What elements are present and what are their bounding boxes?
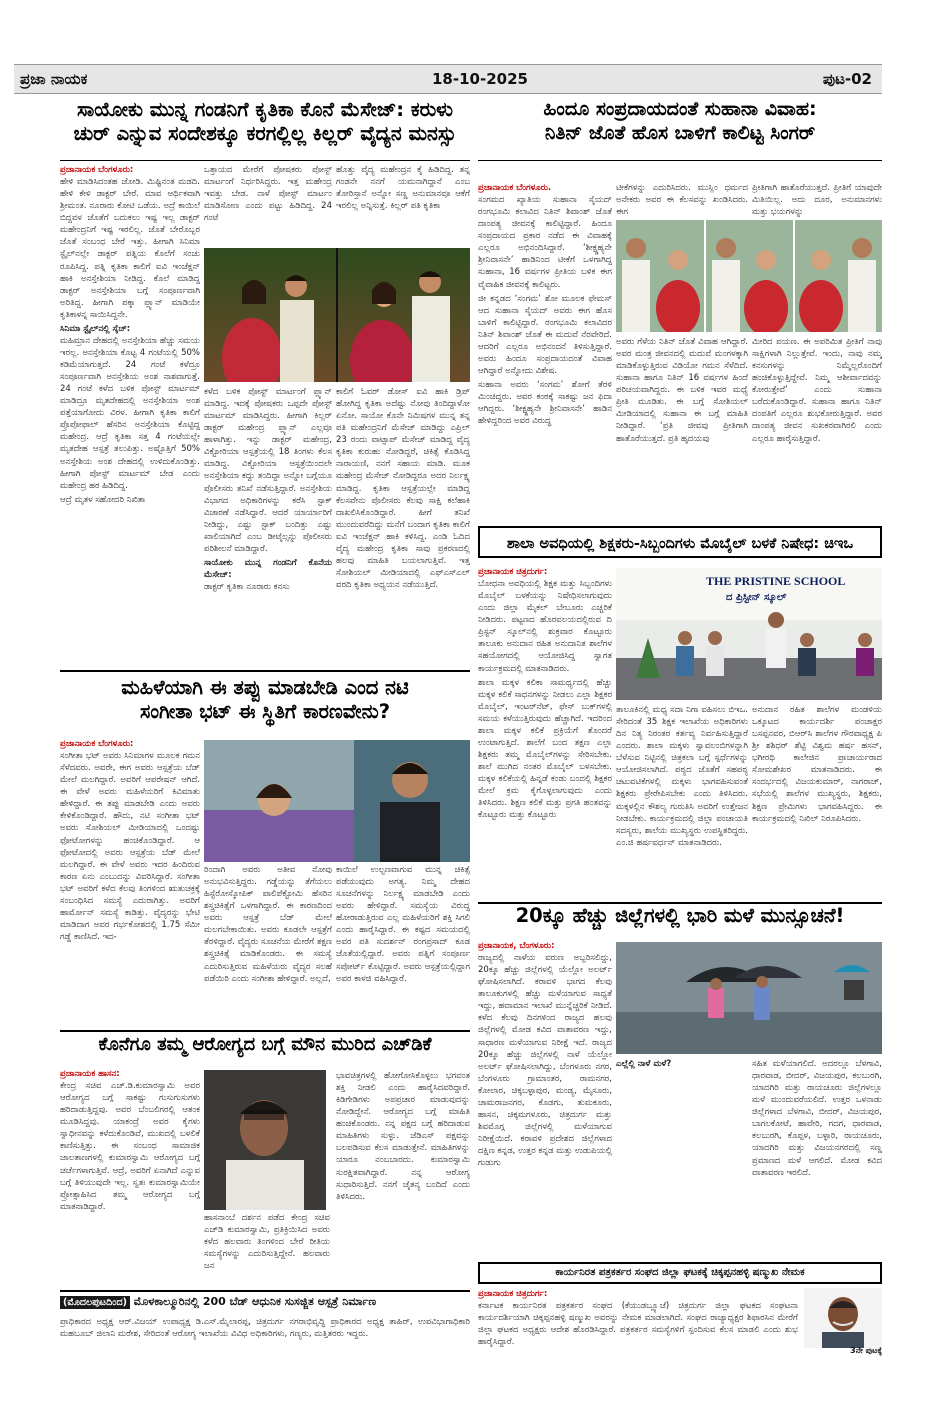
school-sign-english: THE PRISTINE SCHOOL [706,574,846,588]
divider [60,160,470,161]
story8-body [60,1316,470,1358]
story4-headline-line1: ಮಹಿಳೆಯಾಗಿ ಈ ತಪ್ಪು ಮಾಡಬೇಡಿ ಎಂದ ನಟಿ [121,676,409,699]
divider [60,1030,470,1032]
story8-headline: ಮೊಳಕಾಲ್ಮೂರಿನಲ್ಲಿ 200 ಬೆಡ್ ಆಧುನಿಕ ಸುಸಜ್ಜಿತ ಆಸ್ಪತ್ರೆ ನಿರ್ಮಾಣ [133,1295,377,1308]
story1-body-1: ಹೇಳಿ ಮಾಡಿಸಿದಂತಹ ಜೋಡಿ. ಮಿಷ್ಟಿನಂತ ಮಡದಿ. ಹೇಳಿ ಕೇಳಿ ಡಾಕ್ಟರ್ ಬೇರೆ. ಮಾವ ಆರ್ಥಿಕವಾಗಿ ಶ್ರೀಮಂತ. ನೂರಾರು ಕೋಟಿ ಒಡೆಯ. ಅದ್ರೆ ಕಾಯಿಲೆ ಬಿದ್ದವಳ ಜೊತೆಗೆ ಬದುಕಲು ಇಷ್ಟ ಇಲ್ಲ ಡಾಕ್ಟರ್ ಮಹೇಂದ್ರನಿಗೆ ಇಷ್ಟ ಇರಲಿಲ್ಲ. ಜೊತೆ ಬೇರೊಬ್ಬರ ಜೊತೆ ಸಂಬಂಧ ಬೇರೆ ಇತ್ತು. ಹೀಗಾಗಿ ಸಿನಿಮಾ ಸ್ಟೈಲ್‌ನಲ್ಲೇ ಡಾಕ್ಟರ್ ಪತ್ನಿಯ ಕೊಲೆಗೆ ಸಂಚು ರೂಪಿಸಿದ್ದ. ಪತ್ನಿ ಕೃತಿಕಾ ಕಾಲಿಗೆ ಐವಿ ಇಂಜೆಕ್ಷನ್ ಹಾಕಿ ಅನಸ್ತೇಶಿಯಾ ನೀಡಿದ್ದ. ಕೊಲೆ ಮಾಡಿದ್ದ ಡಾಕ್ಟರ್ ಅನಸ್ತೇಶಿಯಾ ಬಗ್ಗೆ ಸಂಪೂರ್ಣವಾಗಿ ಅರಿತಿದ್ದ. ಹೀಗಾಗಿ ಪಕ್ಕಾ ಪ್ಲ್ಯಾನ್ ಮಾಡಿಯೇ ಕೃತಿಕಾಳನ್ನ ಸಾಯಿಸಿದ್ದನೇ. [60,177,200,320]
story6-dateline: ಪ್ರಜಾನಾಯಕ ಹಾಸನ: [60,1069,120,1079]
story2-headline [478,98,882,146]
hdk-portrait-image [204,1070,326,1210]
story7-body [478,1288,798,1348]
story6-body-3: ಭಾವಚಿತ್ರಗಳಲ್ಲಿ ಹೋಗೋಸಿಕೊಳ್ಳಲು ಭಗವಂತ ಶಕ್ತಿ ನೀಡಲಿ ಎಂದು ಹಾರೈಸಿದವರಿದ್ದಾರೆ. ಕಿಡಿಗೇಡಿಗಳು ಅಪಪ್ರಚಾರ ಮಾಡುವುದನ್ನು ನೋಡಿದ್ದೇನೆ. ಆರೋಗ್ಯದ ಬಗ್ಗೆ ಮಾಹಿತಿ ಹಂಚಿಕೊಂಡರು. ನನ್ನ ಪಕ್ಷದ ಬಗ್ಗೆ ಹರಿದಾಡುವ ಮಾಹಿತಿಗಳು ಸುಳ್ಳು. ಜೆಡಿಎಸ್ ಪಕ್ಷವನ್ನು ಬಲಪಡಿಸುವ ಕೆಲಸ ಮಾಡುತ್ತೇನೆ. ಮಾಹಿತಿಗಳನ್ನು ಯಾರೂ ನಂಬಬಾರದು. ಕುಮಾರಸ್ವಾಮಿ ಸುರಕ್ಷಿತವಾಗಿದ್ದಾರೆ. ನನ್ನ ಆರೋಗ್ಯ ಸುಧಾರಿಸುತ್ತಿದೆ. ನನಗೆ ಚೈತನ್ಯ ಬಂದಿದೆ ಎಂದು ತಿಳಿಸಿದರು. [336,1071,470,1202]
divider [60,1290,470,1292]
issue-date: 18-10-2025 [432,70,528,88]
story2-body-1b: ಜೀ ಕನ್ನಡದ ‘ಸಂಗಮ’ ಶೋ ಮೂಲಕ ಫೇಮಸ್ ಆದ ಸುಹಾನಾ ಸೈಯದ್ ಅವರು ಈಗ ಹೊಸ ಬಾಳಿಗೆ ಕಾಲಿಟ್ಟಿದ್ದಾರೆ. ರಂಗಭೂಮಿ ಕಲಾವಿದರ ನಿತಿನ್ ಶಿವಾಂಶ್ ಜೊತೆ ಈ ಮದುವೆ ನೆರವೇರಿದೆ. ಆದರಿಗೆ ಎಲ್ಲರೂ ಅಭಿನಂದನೆ ತಿಳಿಸುತ್ತಿದ್ದಾರೆ. ಅವರು ಹಿಂದೂ ಸಂಪ್ರದಾಯದಂತೆ ವಿವಾಹ ಆಗಿದ್ದಾರೆ ಅನ್ನೋದು ವಿಶೇಷ. [478,293,612,376]
story8-body-text: ಪ್ರಾಧಿಕಾರದ ಅಧ್ಯಕ್ಷ ಆರ್.ವಿಜಯ್ ಉಪಾಧ್ಯಕ್ಷ ಡಿ.ಎಸ್.ಮೈಲಾರಪ್ಪ, ಚಿತ್ರದುರ್ಗ ನಗರಾಭಿವೃದ್ಧಿ ಪ್ರಾಧಿಕಾರದ ಅಧ್ಯಕ್ಷ ತಾಹಿರ್, ಉಪವಿಭಾಗಾಧಿಕಾರಿ ಮಹಬೂಬ್ ಜಿಲಾನಿ ಮರೇಶ, ಸೇರಿದಂತೆ ಆರೋಗ್ಯ ಇಲಾಖೆಯ ವಿವಿಧ ಅಧಿಕಾರಿಗಳು, ಗಣ್ಯರು, ಮತ್ತಿತರರು ಇದ್ದರು. [60,1317,470,1340]
school-sign-kannada: ದ ಪ್ರಿಸ್ಟೀನ್ ಸ್ಕೂಲ್ [726,592,787,603]
story1-body-3: ಹೊತ್ತು ವೈದ್ಯ ಮಹೇಂದ್ರನ ಕೈ ಹಿಡಿದಿದ್ದ. ತನ್ನ ಗಂಡನೇ ನನಗೆ ಯಮನಾಗಿದ್ದಾನೆ ಎಂಬ ತೋರಿಸ್ತಾನೆ ಅನ್ನೋ ಸಣ್ಣ ಅನುಮಾನವೂ ಆಕೆಗೆ ಇರಲಿಲ್ಲ ಅನ್ನಿಸುತ್ತೆ. ಕಿಲ್ಲರ್ ಪತಿ ಕೃತಿಕಾ [336,165,470,212]
story3-photo [616,568,882,700]
wedding-ceremony-image [616,220,882,332]
page-header [14,64,882,94]
story5-photo [616,942,882,1054]
story1-body-3b: ಕಾಲಿಗೆ ಓವರ್ ಡೋಸ್ ಐವಿ ಹಾಕಿ ಡ್ರಿಪ್ ಹೋಗಿದ್ದ ಕೃತಿಕಾ ಅದೆಷ್ಟು ನೋವು ತಿಂದಿದ್ದಾಳೋ ಏನೋ. ಸಾಯೋ ಕೊನೇ ನಿಮಿಷಗಳ ಮುನ್ನ ತನ್ನ ಪತಿ ಮಹೇಂದ್ರನಿಗೆ ಮೆಸೇಜ್ ಮಾಡಿದ್ದು ಎಪ್ರಿಲ್ 23 ರಂದು ವಾಟ್ಸಾಪ್ ಮೆಸೇಜ್ ಮಾಡಿದ್ದ ವೈದ್ಯ ಕೃತಿಕಾ ಕುರುಹು ನೋಡಿದ್ದರೆ, ಚಿಕಿತ್ಸೆ ಕೊಡಿಸಿದ್ದ ನಾರಾಯಣಿ, ನನಗೆ ಸಹಾಯ ಮಾಡಿ. ಮೂಕ ಮಹೇಂದ್ರ ಮೆಸೇಜ್ ನೋಡಿದ್ದರೂ ಅದರ ನಿರ್ಲಕ್ಷ್ಯ ಮಾಡಿದ್ದ. ಕೃತಿಕಾ ಆಸ್ಪತ್ರೆಯಲ್ಲೇ ಮಾಡಿದ್ದ ಕೆಲಸವೇನು ಪೊಲೀಸರು ಕೆಲವು ಸಾಕ್ಷಿ ಕಲೆಹಾಕಿ ದಾಖಲಿಸಿಕೊಂಡಿದ್ದಾರೆ. ಹೀಗೆ ತನಿಖೆ ಮುಂದುವರೆದಿದ್ದು ಮನೆಗೆ ಬಂದಾಗ ಕೃತಿಕಾ ಕಾಲಿಗೆ ಐವಿ ಇಂಜೆಕ್ಷನ್ ಹಾಕಿ ಕಳಿಸಿದ್ದ. ಎಂಡಿ ಓದಿದ ವೈದ್ಯ ಮಹೇಂದ್ರ ಕೃತಿಕಾ ಸಾವು ಪ್ರಕರಣದಲ್ಲಿ ಹಲವು ಮಾಹಿತಿ ಬಯಲಾಗುತ್ತಿವೆ. ಇತ್ತ ಸೋಶಿಯಲ್ ಮೀಡಿಯಾದಲ್ಲಿ ಎಫ್ಎಸ್ಎಲ್ ವರದಿ ಕೃತಿಕಾ ಅಧ್ಯಯನ ನಡೆಯುತ್ತಿದೆ. [336,387,470,590]
story5-subhead: ಎಲ್ಲೆಲ್ಲಿ ನಾಳೆ ಮಳೆ? [616,1059,672,1069]
story4-headline [60,676,470,725]
story1-subhead-1: ಸಿನಿಮಾ ಸ್ಟೈಲ್‌ನಲ್ಲಿ ಸ್ಕೆಚ್: [60,323,131,334]
story6-headline: ಕೊನೆಗೂ ತಮ್ಮ ಆರೋಗ್ಯದ ಬಗ್ಗೆ ಮೌನ ಮುರಿದ ಎಚ್‌ಡಿಕೆ [98,1034,432,1055]
story1-column-1 [60,164,200,664]
story3-body-2: ತಾಲೂಕಿನಲ್ಲಿ ಮಧ್ಯ ಸದಾ ನಿಗಾ ವಹಿಸಲು ಬಿಇಒ. ಸೇರಿದಂತೆ 35 ಶಿಕ್ಷಕ ಇಲಾಖೆಯ ಅಧಿಕಾರಿಗಳು ದಿನ ನಿತ್ಯ ನಿರಂತರ ಕರ್ತವ್ಯ ನಿರ್ವಹಿಸುತ್ತಿದ್ದಾರೆ ಎಂದರು. ಶಾಲಾ ಮಕ್ಕಳು ಸ್ವಾವಲಂಬಿಗಳನ್ನಾಗಿ ಬೆಳೆಸುವ ನಿಟ್ಟಿನಲ್ಲಿ ಚಿತ್ರಕಲಾ ಬಗ್ಗೆ ಸ್ಪರ್ಧೆಗಳನ್ನು ಆಯೋಜಿಸಲಾಗಿದೆ. ಪಠ್ಯದ ಜೊತೆಗೆ ಸಹಪಠ್ಯ ಚಟುವಟಿಕೆಗಳಲ್ಲಿ ಮಕ್ಕಳು ಭಾಗವಹಿಸುವಂತೆ ಶಿಕ್ಷಕರು ಪ್ರೇರೇಪಿಸಬೇಕು ಎಂದು ತಿಳಿಸಿದರು. ಮಕ್ಕಳಲ್ಲಿನ ಕೌಶಲ್ಯ ಗುರುತಿಸಿ ಅವರಿಗೆ ಉತ್ತೇಜನ ನೀಡಬೇಕು. ಕಾರ್ಯಕ್ರಮದಲ್ಲಿ ಜಿಲ್ಲಾ ಪಂಚಾಯತಿ ಸದಸ್ಯರು, ಶಾಲೆಯ ಮುಖ್ಯಸ್ಥರು ಉಪಸ್ಥಿತರಿದ್ದರು. ಎಂ.ಜಿ ಹರ್ಷವರ್ಧನ್ ಮಾತನಾಡಿದರು. [616,705,748,848]
story1-column-3 [336,386,470,666]
story1-photo [204,248,470,382]
story1-headline [60,98,470,147]
story4-body-1: ಸಂಗೀತಾ ಭಟ್ ಅವರು ಸಿನಿಮಾಗಳ ಮೂಲಕ ಗಮನ ಸೆಳೆದವರು. ಅವರೇ, ಈಗ ಅವರು ಆಸ್ಪತ್ರೆಯ ಬೆಡ್ ಮೇಲೆ ಮಲಗಿದ್ದಾರೆ. ಅವರಿಗೆ ಆಪರೇಷನ್ ಆಗಿದೆ. ಈ ವೇಳೆ ಅವರು ಮಹಿಳೆಯರಿಗೆ ಕಿವಿಮಾತು ಹೇಳಿದ್ದಾರೆ. ಈ ತಪ್ಪು ಮಾಡಬೇಡಿ ಎಂದು ಅವರು ಕೇಳಿಕೊಂಡಿದ್ದಾರೆ. ಹೌದು, ನಟಿ ಸಂಗೀತಾ ಭಟ್ ಅವರು ಸೋಶಿಯಲ್ ಮೀಡಿಯಾದಲ್ಲಿ ಒಂದಷ್ಟು ಫೋಟೋಗಳನ್ನು ಹಂಚಿಕೊಂಡಿದ್ದಾರೆ. ಆ ಫೋಟೋದಲ್ಲಿ ಅವರು ಆಸ್ಪತ್ರೆಯ ಬೆಡ್ ಮೇಲೆ ಮಲಗಿದ್ದಾರೆ. ಈ ವೇಳೆ ಅವರು ಇದರ ಹಿಂದಿರುವ ಕಾರಣ ಏನು ಎಂಬುದನ್ನು ವಿವರಿಸಿದ್ದಾರೆ. ಸಂಗೀತಾ ಭಟ್ ಅವರಿಗೆ ಕಳೆದ ಕೆಲವು ತಿಂಗಳಿಂದ ಋತುಚಕ್ರಕ್ಕೆ ಸಂಬಂಧಿಸಿದ ಸಮಸ್ಯೆ ಎದುರಾಗಿತ್ತು. ಅವರಿಗೆ ಹಾರ್ಮೋನ್ ಸಮಸ್ಯೆ ಕಾಡಿತ್ತು. ವೈದ್ಯರನ್ನು ಭೇಟಿ ಮಾಡಿದಾಗ ಅವರ ಗರ್ಭಕೋಶದಲ್ಲಿ 1.75 ಸೆಮೀ ಗಡ್ಡೆ ಕಾಣಿಸಿದೆ. ಇದ- [60,751,200,942]
story2-column-3-top [752,182,882,218]
story2-body-3: ಪ್ರೀತಿಗಾಗಿ ಹಾತೊರೆಯುತ್ತದೆ. ಪ್ರೀತಿಗೆ ಯಾವುದೇ ಮಿತಿಯಿಲ್ಲ. ಅದು ದೂರ, ಅನುಮಾನಗಳು ಮತ್ತು ಭಯಗಳನ್ನು [752,183,882,218]
story1-headline-line1: ಸಾಯೋಕು ಮುನ್ನ ಗಂಡನಿಗೆ ಕೃತಿಕಾ ಕೊನೆ ಮೆಸೇಜ್: ಕರುಳು [77,98,453,121]
story2-column-2-top [616,182,748,218]
story3-body-1: ಬೋಧನಾ ಅವಧಿಯಲ್ಲಿ ಶಿಕ್ಷಕ ಮತ್ತು ಸಿಬ್ಬಂದಿಗಳು ಮೊಬೈಲ್ ಬಳಕೆಯನ್ನು ನಿಷೇಧಿಸಲಾಗುವುದು ಎಂದು ಜಿಲ್ಲಾ ಮೈಕಲ್ ಬೇಬೂರು ಎಚ್ಚರಿಕೆ ನೀಡಿದರು. ಪಟ್ಟಣದ ಹೊರವಲಯದಲ್ಲಿರುವ ದಿ ಪ್ರಿಸ್ಟನ್ ಸ್ಕೂಲ್‌ನಲ್ಲಿ ಶುಕ್ರವಾರ ಕೊಟ್ಟೂರು ತಾಲೂಕು ಅನುದಾನ ರಹಿತ ಅನುದಾನಿತ ಶಾಲೆಗಳ ಸಹಯೋಗದಲ್ಲಿ ಆಯೋಜಿಸಿದ್ದ ಸ್ವಾಗತ ಕಾರ್ಯಕ್ರಮದಲ್ಲಿ ಮಾತನಾಡಿದರು. [478,579,612,674]
story1-dateline: ಪ್ರಜಾನಾಯಕ ಬೆಂಗಳೂರು: [60,165,134,175]
story3-column-2 [616,704,748,900]
story5-column-1 [478,940,612,1260]
story2-body-2b: ಅವರು ಗೆಳೆಯ ನಿತಿನ್ ಜೊತೆ ವಿವಾಹ ಆಗಿದ್ದಾರೆ. ಅವರ ಮಂತ್ರ ಜೀವನದಲ್ಲಿ ಮದುವೆ ಮಂಗಳಕ್ಕಾಗಿ ಮಾಡಿಕೊಳ್ಳುತ್ತಿರುವ ವಿಡಿಯೋ ಗಮನ ಸೆಳೆದಿದೆ. ಸುಹಾನಾ ಹಾಗೂ ನಿತಿನ್ 16 ವರ್ಷಗಳ ಹಿಂದೆ ಪರಿಚಯವಾಗಿದ್ದರು. ಈ ಬಳಿಕ ಇವರ ಮಧ್ಯೆ ಪ್ರೀತಿ ಮೂಡಿತು. ಈ ಬಗ್ಗೆ ಸೋಶಿಯಲ್ ಮೀಡಿಯಾದಲ್ಲಿ ಸುಹಾನಾ ಈ ಬಗ್ಗೆ ಮಾಹಿತಿ ನೀಡಿದ್ದಾರೆ. ‘ಪ್ರತಿ ಜೀವವು ಪ್ರೀತಿಗಾಗಿ ಹಾತೊರೆಯುತ್ತದೆ. ಪ್ರತಿ ಹೃದಯವು [616,337,748,444]
story4-dateline: ಪ್ರಜಾನಾಯಕ ಬೆಂಗಳೂರು: [60,739,134,749]
story3-body-3: ಅನುದಾನ ರಹಿತ ಶಾಲೆಗಳ ಮಂಡಳಿಯ ಒಕ್ಕೂಟದ ಕಾರ್ಯದರ್ಶಿ ಪಂಚಾಕ್ಷರ ಬಸಪ್ಪನವರ, ಬಿಆರ್‌ಸಿ ಶಾಲೆಗಳ ಗೌರವಾಧ್ಯಕ್ಷ ಪಿ ಶ್ರೀ ಶಶಿಧರ್ ಶೆಟ್ಟಿ ವಿಶ್ವಮ ಹರ್ಷ ಹಸನ್, ಭಗೀರಥಿ ಕಾಲೇಜಿನ ಪ್ರಾಚಾರ್ಯರಾದ ಸೋಮಶೇಖರ ಮಾತನಾಡಿದರು. ಈ ಸಂದರ್ಭದಲ್ಲಿ ವಿಜಯಕುಮಾರ್, ನಾಗರಾಜ್, ಸಭೆಯಲ್ಲಿ ಶಾಲೆಗಳ ಮುಖ್ಯಸ್ಥರು, ಶಿಕ್ಷಕರು, ಶಿಕ್ಷಣ ಪ್ರೇಮಿಗಳು ಭಾಗವಹಿಸಿದ್ದರು. ಈ ಕಾರ್ಯಕ್ರಮದಲ್ಲಿ ನಿಖಿಲ್ ನಿರೂಪಿಸಿದರು. [752,705,882,824]
hospital-selfie-image [204,740,470,862]
story2-body-1: ಸಂಗಮದ ಖ್ಯಾತಿಯ ಸುಹಾನಾ ಸೈಯದ್ ರಂಗಭೂಮಿ ಕಲಾವಿದ ನಿತಿನ್ ಶಿವಾಂಶ್ ಜೊತೆ ದಾಂಪತ್ಯ ಜೀವನಕ್ಕೆ ಕಾಲಿಟ್ಟಿದ್ದಾರೆ. ಹಿಂದೂ ಸಂಪ್ರದಾಯದ ಪ್ರಕಾರ ನಡೆದ ಈ ವಿವಾಹಕ್ಕೆ ಎಲ್ಲರೂ ಅಭಿನಂದಿಸಿದ್ದಾರೆ. ‘ಶೀಕ್ಷ್ಣಹ್ಯನೇ ಶ್ರೀನಿವಾಸನೇ’ ಹಾಡಿನಿಂದ ಟೀಕೆಗೆ ಒಳಗಾಗಿದ್ದ ಸುಹಾನಾ, 16 ವರ್ಷಗಳ ಪ್ರೀತಿಯ ಬಳಿಕ ಈಗ ವೈವಾಹಿಕ ಜೀವನಕ್ಕೆ ಕಾಲಿಟ್ಟರು. [478,195,612,290]
story5-dateline: ಪ್ರಜಾನಾಯಕ, ಬೆಂಗಳೂರು: [478,941,555,951]
story6-body-1: ಕೇಂದ್ರ ಸಚಿವ ಎಚ್.ಡಿ.ಕುಮಾರಸ್ವಾಮಿ ಅವರ ಆರೋಗ್ಯದ ಬಗ್ಗೆ ಸಾಕಷ್ಟು ಗುಸುಗುಸುಗಳು ಹರಿದಾಡುತ್ತಿದ್ದವು. ಅವರ ಬೆಂಬಲಿಗರಲ್ಲಿ ಆತಂಕ ಮೂಡಿಸಿದ್ದವು. ಯಾಕಂದ್ರೆ ಅವರ ಕೈಗಳು ಸ್ವಾಧೀನವನ್ನು ಕಳೆದುಕೊಂಡಿವೆ, ಮುಖದಲ್ಲಿ ಬಳಲಿಕೆ ಕಾಣಿಸುತ್ತಿತ್ತು. ಈ ಸಂಬಂಧ ಸಾಮಾಜಿಕ ಜಾಲತಾಣಗಳಲ್ಲಿ ಕುಮಾರಸ್ವಾಮಿ ಆರೋಗ್ಯದ ಬಗ್ಗೆ ಚರ್ಚೆಗಳಾಗುತ್ತಿವೆ. ಆದ್ರೆ, ಅವರಿಗೆ ಏನಾಗಿದೆ ಎನ್ನುವ ಬಗ್ಗೆ ತಿಳಿಯುವುದೇ ಇಲ್ಲ. ಸ್ವತಃ ಕುಮಾರಸ್ವಾಮಿಯೇ ಪ್ರೋತ್ಸಾಹಿಸಿದ ತಮ್ಮ ಆರೋಗ್ಯದ ಬಗ್ಗೆ ಮಾತನಾಡಿದ್ದಾರೆ. [60,1081,200,1212]
story2-column-3 [752,336,882,522]
story1-column-2-top [204,164,332,246]
story1-column-3-top [336,164,470,246]
story6-column-1 [60,1068,200,1286]
story6-column-3 [336,1070,470,1286]
story3-column-3 [752,704,882,900]
page-number: ಪುಟ-02 [822,70,872,88]
story1-body-1b: ಮಹಿಮ್ರಾನ ದೇಹದಲ್ಲಿ ಅನಸ್ತೇಶಿಯಾ ಹೆಚ್ಚು ಸಮಯ ಇರಲ್ಲ. ಅನಸ್ತೇಶಿಯಾ ಕೊಟ್ಟ 4 ಗಂಟೆಯಲ್ಲಿ 50% ಕಡಿಮೆಯಾಗುತ್ತದೆ. 24 ಗಂಟೆ ಕಳೆದ್ರೂ ಸಂಪೂರ್ಣವಾಗಿ ಅನಸ್ತೇಶಿಯ ಅಂಶ ನಾಶವಾಗುತ್ತೆ. 24 ಗಂಟೆ ಕಳೆದ ಬಳಿಕ ಪೋಸ್ಟ್ ಮಾರ್ಟಮ್ ಮಾಡಿದ್ರೂ ಮೃತದೇಹದಲ್ಲಿ ಅನಸ್ತೇಶಿಯಾ ಅಂಶ ಪತ್ತೆಯಾಗೋದು ವಿರಳ. ಹೀಗಾಗಿ ಕೃತಿಕಾ ಕಾಲಿಗೆ ಪ್ರೊಪೋಫಾಲ್ ಹೆಸರಿನ ಅನಸ್ತೇಶಿಯಾ ಕೊಟ್ಟಿದ್ದ ಮಹೇಂದ್ರ. ಆದ್ರೆ ಕೃತಿಕಾ ಸತ್ತ 4 ಗಂಟೆಯಲ್ಲೇ ಮೃತದೇಹ ಆಸ್ಪತ್ರೆ ತಲುಪಿತ್ತು. ಅಷ್ಟೊತ್ತಿಗೆ 50% ಅನಸ್ತೇಶಿಯ ಅಂಶ ದೇಹದಲ್ಲಿ ಉಳಿದುಕೊಂಡಿತ್ತು. ಹೀಗಾಗಿ ಪೋಸ್ಟ್ ಮಾರ್ಟಮ್ ಬೇಡ ಎಂದು ಮಹೇಂದ್ರ ಹಠ ಹಿಡಿದಿದ್ದ. [60,335,200,491]
story7-headline: ಕಾರ್ಯನಿರತ ಪತ್ರಕರ್ತರ ಸಂಘದ ಜಿಲ್ಲಾ ಘಟಕಕ್ಕೆ ಚಿಕ್ಕಪ್ಪನಹಳ್ಳಿ ಷಣ್ಮುಖ ನೇಮಕ [478,1262,882,1284]
masthead: ಪ್ರಜಾ ನಾಯಕ [20,70,88,88]
story7-dateline: ಪ್ರಜಾನಾಯಕ ಚಿತ್ರದುರ್ಗ: [478,1289,548,1299]
story3-headline: ಶಾಲಾ ಅವಧಿಯಲ್ಲಿ ಶಿಕ್ಷಕರು-ಸಿಬ್ಬಂದಿಗಳು ಮೊಬೈಲ್ ಬಳಕೆ ನಿಷೇಧ: ಚಿಇಒ [478,526,882,558]
story3-body-1b: ಶಾಲಾ ಮಕ್ಕಳ ಕಲಿಕಾ ಸಾಮರ್ಥ್ಯದಲ್ಲಿ ಹೆಚ್ಚು ಮಕ್ಕಳ ಕಲಿಕೆ ಸಾಧನಗಳನ್ನು ನೀಡಲು ಎಲ್ಲಾ ಶಿಕ್ಷಕರ ಮೊಬೈಲ್, ಇಂಟರ್‌ನೆಟ್, ಫೇಸ್ ಬುಕ್‌ಗಳಲ್ಲಿ ಸಮಯ ಕಳೆಯುತ್ತಿರುವುದು ಹೆಚ್ಚಾಗಿದೆ. ಇದರಿಂದ ಶಾಲಾ ಮಕ್ಕಳ ಕಲಿಕೆ ಪ್ರಕ್ರಿಯೆಗೆ ತೊಂದರೆ ಉಂಟಾಗುತ್ತಿದೆ. ಶಾಲೆಗೆ ಬಂದ ತಕ್ಷಣ ಎಲ್ಲಾ ಶಿಕ್ಷಕರು ತಮ್ಮ ಮೊಬೈಲ್‌ಗಳನ್ನು ಸೇರಿಸಬೇಕು. ಶಾಲೆ ಮುಗಿದ ನಂತರ ಮೊಬೈಲ್ ಬಳಸಬೇಕು. ಮಕ್ಕಳ ಕಲಿಕೆಯಲ್ಲಿ ಹಿನ್ನಡೆ ಕಂಡು ಬಂದಲ್ಲಿ ಶಿಕ್ಷಕರ ಮೇಲೆ ಕ್ರಮ ಕೈಗೊಳ್ಳಲಾಗುವುದು ಎಂದು ತಿಳಿಸಿದರು. ಶಿಕ್ಷಣ ಕಲಿಕೆ ಮತ್ತು ಪ್ರಗತಿ ಹಂತವನ್ನು ಕೊಟ್ಟೂರು ಮತ್ತು ಕೊಟ್ಟೂರು [478,677,612,821]
story2-body-2: ಟೀಕೆಗಳನ್ನು ಎದುರಿಸಿದರು. ಮುಸ್ಲಿಂ ಧರ್ಮದ ಅನೇಕರು ಅವರ ಈ ಕೆಲಸವನ್ನು ಖಂಡಿಸಿದರು. ಈಗ [616,183,748,218]
story1-column-2 [204,386,332,666]
story8-tag: (ಮೊದಲಪುಟದಿಂದ) [60,1296,130,1309]
rain-photo-image [616,942,882,1054]
story5-column-3 [752,1058,882,1258]
story2-column-2 [616,336,748,522]
story7-body-text: ಕರ್ನಾಟಕ ಕಾರ್ಯನಿರತ ಪತ್ರಕರ್ತರ ಸಂಘದ (ಕೆಯುಡಬ್ಲ್ಯೂಜೆ) ಚಿತ್ರದುರ್ಗ ಜಿಲ್ಲಾ ಘಟಕದ ಸಂಘಟನಾ ಕಾರ್ಯದರ್ಶಿಯಾಗಿ ಚಿಕ್ಕಪ್ಪನಹಳ್ಳಿ ಷಣ್ಮುಖ ಅವರನ್ನು ನೇಮಕ ಮಾಡಲಾಗಿದೆ. ಸಂಘದ ರಾಜ್ಯಾಧ್ಯಕ್ಷರ ಶಿಫಾರಸಿನ ಮೇರೆಗೆ ಜಿಲ್ಲಾ ಘಟಕದ ಅಧ್ಯಕ್ಷರು ಆದೇಶ ಹೊರಡಿಸಿದ್ದಾರೆ. ಪತ್ರಕರ್ತರ ಸಮಸ್ಯೆಗಳಿಗೆ ಸ್ಪಂದಿಸುವ ಕೆಲಸ ಮಾಡಲಿ ಎಂದು ಶುಭ ಹಾರೈಸಿದ್ದಾರೆ. [478,1301,798,1348]
story1-subhead-2: ಸಾಯೋಕು ಮುನ್ನ ಗಂಡನಿಗೆ ಕೊನೆಯ ಮೆಸೇಜ್: [204,557,332,580]
story4-body-3: ಕಾಯಿಲೆ ಉಲ್ಬಣವಾಗುವ ಮುನ್ನ ಚಿಕಿತ್ಸೆ ಪಡೆಯುವುದು ಅಗತ್ಯ. ನಿಮ್ಮ ದೇಹದ ಸೂಚನೆಗಳನ್ನು ನಿರ್ಲಕ್ಷ್ಯ ಮಾಡಬೇಡಿ ಎಂದು ಅವರು ಹೇಳಿದ್ದಾರೆ. ಸಮಸ್ಯೆಯ ವಿರುದ್ಧ ಹೋರಾಡುತ್ತಿರುವ ಎಲ್ಲ ಮಹಿಳೆಯರಿಗೆ ಶಕ್ತಿ ಸಿಗಲಿ ಎಂದು ಹಾರೈಸಿದ್ದಾರೆ. ಈ ಕಷ್ಟದ ಸಮಯದಲ್ಲಿ ಅವರ ಪತಿ ಸುದರ್ಶನ್ ರಂಗಪ್ರಸಾದ್ ಕೂಡ ಜೊತೆಯಲ್ಲಿದ್ದಾರೆ. ಅವರು ಪತ್ನಿಗೆ ಸಂಪೂರ್ಣ ಸಪೋರ್ಟ್ ಕೊಟ್ಟಿದ್ದಾರೆ. ಅವರು ಆಸ್ಪತ್ರೆಯಲ್ಲಿದ್ದಾಗ ಅವರ ಕಾಳಜಿ ವಹಿಸಿದ್ದಾರೆ. [336,865,470,984]
story1-body-2b: ಕಳೆದ ಬಳಿಕ ಪೋಸ್ಟ್ ಮಾರ್ಟಂಗೆ ಪ್ಲ್ಯಾನ್ ಮಾಡಿದ್ದ. ಇದಕ್ಕೆ ಪೋಷಕರು ಒಪ್ಪದೇ ಪೋಸ್ಟ್ ಮಾರ್ಟಮ್ ಮಾಡಿಸಿದ್ದರು. ಹೀಗಾಗಿ ಕಿಲ್ಲರ್ ಡಾಕ್ಟರ್ ಮಹೇಂದ್ರ ಪ್ಲ್ಯಾನ್ ಎಲ್ಲವೂ ಹಾಳಾಗಿತ್ತು. ಇನ್ನು ಡಾಕ್ಟರ್ ಮಹೇಂದ್ರ, ವಿಕ್ಟೋರಿಯಾ ಆಸ್ಪತ್ರೆಯಲ್ಲಿ 18 ತಿಂಗಳು ಕೆಲಸ ಮಾಡಿದ್ದ. ವಿಕ್ಟೋರಿಯಾ ಆಸ್ಪತ್ರೆಯಿಂದಲೇ ಅನಸ್ತೇಶಿಯಾ ಕದ್ದು ತಂದಿದ್ದಾ ಅನ್ನೋ ಬಗ್ಗೆಯೂ ಪೊಲೀಸರು ತನಿಖೆ ನಡೆಸುತ್ತಿದ್ದಾರೆ. ಅನಸ್ತೇಶಿಯ ವಿಭಾಗದ ಅಧಿಕಾರಿಗಳನ್ನು ಕರೆಸಿ ಸ್ಟಾಕ್ ವಿಚಾರಣೆ ನಡೆಸಿದ್ದಾರೆ. ಆದರೆ ಯಾರ್ಯಾರಿಗೆ ನೀಡಿದ್ದು, ಎಷ್ಟು ಸ್ಟಾಕ್ ಬಂದಿತ್ತು ಎಷ್ಟು ಖಾಲಿಯಾಗಿದೆ ಎಂಬ ಡೀಟೈಲ್ಸನ್ನು ಪೊಲೀಸರು ಪರಿಶೀಲನೆ ಮಾಡಿದ್ದಾರೆ. [204,387,332,554]
story5-body-1: ರಾಜ್ಯದಲ್ಲಿ ನಾಳೆಯ ವರುಣ ಅಬ್ಬರಿಸಲಿದ್ದು, 20ಕ್ಕೂ ಹೆಚ್ಚು ಜಿಲ್ಲೆಗಳಲ್ಲಿ ಯೆಲ್ಲೋ ಅಲರ್ಟ್ ಘೋಷಿಸಲಾಗಿದೆ. ಕರಾವಳಿ ಭಾಗದ ಕೆಲವು ತಾಲೂಕುಗಳಲ್ಲಿ ಹೆಚ್ಚು ಮಳೆಯಾಗುವ ಸಾಧ್ಯತೆ ಇದ್ದು, ಹವಾಮಾನ ಇಲಾಖೆ ಮುನ್ನೆಚ್ಚರಿಕೆ ನೀಡಿದೆ. ಕಳೆದ ಕೆಲವು ದಿನಗಳಿಂದ ರಾಜ್ಯದ ಹಲವು ಜಿಲ್ಲೆಗಳಲ್ಲಿ ಮೋಡ ಕವಿದ ವಾತಾವರಣ ಇದ್ದು, ಸಾಧಾರಣ ಮಳೆಯಾಗುವ ನಿರೀಕ್ಷೆ ಇದೆ. ರಾಜ್ಯದ 20ಕ್ಕೂ ಹೆಚ್ಚು ಜಿಲ್ಲೆಗಳಲ್ಲಿ ನಾಳೆ ಯೆಲ್ಲೋ ಅಲರ್ಟ್ ಘೋಷಿಸಲಾಗಿದ್ದು, ಬೆಂಗಳೂರು ನಗರ, ಬೆಂಗಳೂರು ಗ್ರಾಮಾಂತರ, ರಾಮನಗರ, ಕೋಲಾರ, ಚಿಕ್ಕಬಳ್ಳಾಪುರ, ಮಂಡ್ಯ, ಮೈಸೂರು, ಚಾಮರಾಜನಗರ, ಕೊಡಗು, ತುಮಕೂರು, ಹಾಸನ, ಚಿಕ್ಕಮಗಳೂರು, ಚಿತ್ರದುರ್ಗ ಮತ್ತು ಶಿವಮೊಗ್ಗ ಜಿಲ್ಲೆಗಳಲ್ಲಿ ಮಳೆಯಾಗುವ ನಿರೀಕ್ಷೆಯಿದೆ. ಕರಾವಳಿ ಪ್ರದೇಶದ ಜಿಲ್ಲೆಗಳಾದ ದಕ್ಷಿಣ ಕನ್ನಡ, ಉತ್ತರ ಕನ್ನಡ ಮತ್ತು ಉಡುಪಿಯಲ್ಲಿ ಗುಡುಗು [478,953,612,1169]
story2-headline-line2: ನಿತಿನ್ ಜೊತೆ ಹೊಸ ಬಾಳಿಗೆ ಕಾಲಿಟ್ಟ ಸಿಂಗರ್ [544,121,816,144]
story2-headline-line1: ಹಿಂದೂ ಸಂಪ್ರದಾಯದಂತೆ ಸುಹಾನಾ ವಿವಾಹ: [543,98,817,120]
story6-body-2: ಹಾಸನಾಂಬೆ ದರ್ಶನ ಪಡೆದ ಕೇಂದ್ರ ಸಚಿವ ಎಚ್‌ಡಿ ಕುಮಾರಸ್ವಾಮಿ, ಪ್ರತಿಕ್ರಿಯಿಸಿದ ಅವರು ಕಳೆದ ಹಲವಾರು ತಿಂಗಳಿಂದ ಬೇರೆ ರೀತಿಯ ಸಮಸ್ಯೆಗಳನ್ನು ಎದುರಿಸುತ್ತಿದ್ದೇನೆ. ಹಲವಾರು ಜನ [204,1213,330,1272]
story3-dateline: ಪ್ರಜಾನಾಯಕ ಚಿತ್ರದುರ್ಗ: [478,567,548,577]
story1-body-1c: ಆದ್ರೆ ಮೃತಳ ಸಹೋದರಿ ನಿಖಿತಾ [60,494,146,505]
divider [60,670,470,672]
story4-headline-line2: ಸಂಗೀತಾ ಭಟ್ ಈ ಸ್ಥಿತಿಗೆ ಕಾರಣವೇನು? [139,700,391,724]
story3-column-1 [478,566,612,902]
story4-column-3 [336,864,470,1028]
couple-photo-image [204,248,470,382]
story1-body-2c: ಡಾಕ್ಟರ್ ಕೃತಿಕಾ ನೂರಾರು ಕನಸು [204,582,290,592]
story1-headline-line2: ಚುರ್ ಎನ್ನುವ ಸಂದೇಶಕ್ಕೂ ಕರಗಲ್ಲಿಲ್ಲ ಕಿಲ್ಲರ್ ವೈದ್ಯನ ಮನಸ್ಸು [73,122,457,146]
story5-headline: 20ಕ್ಕೂ ಹೆಚ್ಚು ಜಿಲ್ಲೆಗಳಲ್ಲಿ ಭಾರಿ ಮಳೆ ಮುನ್ಸೂಚನೆ! [515,904,845,927]
story6-photo [204,1070,326,1210]
story4-column-1 [60,738,200,1028]
story2-body-3b: ಮೀರಿದ ಪಯಣ. ಈ ಅಪರಿಮಿತ ಪ್ರೀತಿಗೆ ನಾವು ಸಾಕ್ಷಿಗಳಾಗಿ ನಿಲ್ಲುತ್ತೇವೆ. ಇಂದು, ನಾವು ನಮ್ಮ ಕನಸುಗಳನ್ನು ನಿಮ್ಮೆಲ್ಲರೊಂದಿಗೆ ಹಂಚಿಕೊಳ್ಳುತ್ತಿದ್ದೇವೆ. ನಿಮ್ಮ ಆಶೀರ್ವಾದವನ್ನು ಕೋರುತ್ತೇವೆ’ ಎಂದು ಸುಹಾನಾ ಬರೆದುಕೊಂಡಿದ್ದಾರೆ. ಸುಹಾನಾ ಹಾಗೂ ನಿತಿನ್ ದಂಪತಿಗೆ ಎಲ್ಲರೂ ಶುಭಕೋರುತ್ತಿದ್ದಾರೆ. ಅವರ ದಾಂಪತ್ಯ ಜೀವನ ಸುಖಕರವಾಗಿರಲಿ ಎಂದು ಎಲ್ಲರೂ ಹಾರೈಸುತ್ತಿದ್ದಾರೆ. [752,337,882,444]
story7-continued-label: 3ನೇ ಪುಟಕ್ಕೆ [850,1346,882,1355]
story6-column-2 [204,1212,330,1286]
story7-photo [804,1288,882,1348]
story2-dateline: ಪ್ರಜಾನಾಯಕ ಬೆಂಗಳೂರು. [478,183,552,193]
story4-column-2 [204,864,332,1028]
story8-headline-bar [60,1295,470,1313]
story2-body-1c: ಸುಹಾನಾ ಅವರು ‘ಸಂಗಮ’ ಶೋಗೆ ತೆರಳಿ ಮಿಂಚಿದ್ದರು. ಅವರ ಕಂಠಕ್ಕೆ ಸಾಕಷ್ಟು ಜನ ಫಿದಾ ಆಗಿದ್ದರು. ‘ಶೀಕ್ಷ್ಣಹ್ಯನೇ ಶ್ರೀನಿವಾಸನೇ’ ಹಾಡಿನ ಹೇಳಿದ್ದರಿಂದ ಅವರ ವಿರುದ್ಧ [478,380,612,427]
journalist-portrait-image [804,1288,882,1348]
story2-photo [616,220,882,332]
story4-photo [204,740,470,862]
story5-body-2: ಸಹಿತ ಮಳೆಯಾಗಲಿದೆ. ಅದರಲ್ಲೂ ಬೆಳಗಾವಿ, ಧಾರವಾಡ, ಬೀದರ್, ವಿಜಯಪುರ, ಕಲಬುರಗಿ, ಯಾದಗಿರಿ ಮತ್ತು ರಾಯಚೂರು ಜಿಲ್ಲೆಗಳಲ್ಲೂ ಮಳೆ ಮುಂದುವರೆಯಲಿದೆ. ಉತ್ತರ ಒಳನಾಡು ಜಿಲ್ಲೆಗಳಾದ ಬೆಳಗಾವಿ, ಬೀದರ್, ವಿಜಯಪುರ, ಬಾಗಲಕೋಟೆ, ಹಾವೇರಿ, ಗದಗ, ಧಾರವಾಡ, ಕಲಬುರಗಿ, ಕೊಪ್ಪಳ, ಬಳ್ಳಾರಿ, ರಾಯಚೂರು, ಯಾದಗಿರಿ ಮತ್ತು ವಿಜಯನಗರದಲ್ಲಿ ಸಣ್ಣ ಪ್ರಮಾಣದ ಮಳೆ ಆಗಲಿದೆ. ಮೋಡ ಕವಿದ ವಾತಾವರಣ ಇರಲಿದೆ. [752,1059,882,1178]
story5-column-2 [616,1058,748,1258]
story2-column-1 [478,182,612,522]
divider [478,160,882,161]
story4-body-2: ರಿಂದಾಗಿ ಅವರು ಅತೀವ ನೋವು ಅನುಭವಿಸುತ್ತಿದ್ದರು. ಗಡ್ಡೆಯನ್ನು ತೆಗೆಯಲು ಹಿಸ್ಟೆರೋಸ್ಕೋಪಿಕ್ ಪಾಲಿಪೆಕ್ಟೋಮಿ ಹೆಸರಿನ ಶಸ್ತ್ರಚಿಕಿತ್ಸೆಗೆ ಒಳಗಾಗಿದ್ದಾರೆ. ಈ ಕಾರಣದಿಂದ ಅವರು ಆಸ್ಪತ್ರೆ ಬೆಡ್ ಮೇಲೆ ಮಲಗಬೇಕಾಯಿತು. ಅವರು ಕೂಡಲೇ ಆಸ್ಪತ್ರೆಗೆ ತೆರಳಿದ್ದಾರೆ. ವೈದ್ಯರು ಸೂಚನೆಯ ಮೇರೆಗೆ ತಕ್ಷಣ ಶಸ್ತ್ರಚಿಕಿತ್ಸೆ ಮಾಡಿಕೊಂಡರು. ಈ ಸಮಸ್ಯೆ ಎದುರಿಸುತ್ತಿರುವ ಮಹಿಳೆಯರು ವೈದ್ಯರ ಸಲಹೆ ಪಡೆಯಿರಿ ಎಂದು ಸಂಗೀತಾ ಹೇಳಿದ್ದಾರೆ. ಅಲ್ಲದೆ, [204,865,332,984]
story1-body-2: ಒತ್ತಾಯದ ಮೇರೆಗೆ ಪೋಷಕರು ಪೋಸ್ಟ್ ಮಾರ್ಟಂಗೆ ನಿರ್ಧರಿಸಿದ್ದರು. ಇತ್ತ ಮಹೇಂದ್ರ ಇವತ್ತು ಬೇಡ. ನಾಳೆ ಪೋಸ್ಟ್ ಮಾರ್ಟಂ ಮಾಡಿಸೋಣ ಎಂದು ಪಟ್ಟು ಹಿಡಿದಿದ್ದ. 24 ಗಂಟೆ [204,165,332,224]
